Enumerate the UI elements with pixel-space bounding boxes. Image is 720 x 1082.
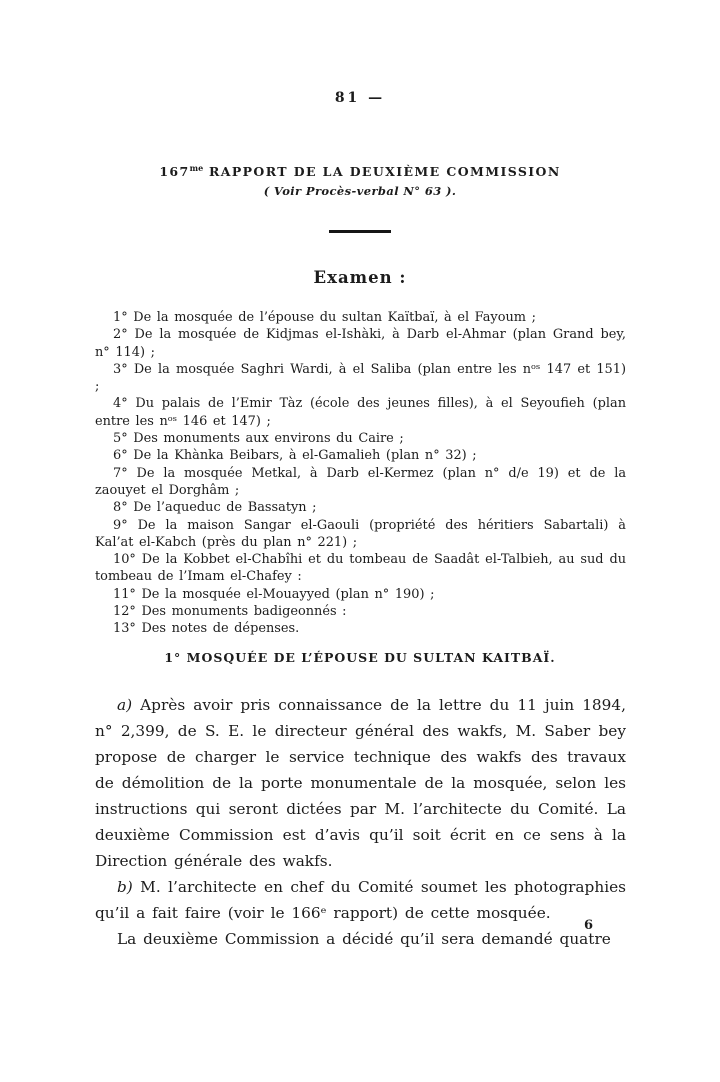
- paragraph-b: [95, 874, 626, 926]
- paragraph-c: La deuxième Commission a décidé qu’il sera demandé quatre: [117, 930, 611, 948]
- examen-item-11: 11° De la mosquée el-Mouayyed (plan n° 190) ;: [113, 586, 435, 602]
- examen-item-10: 10° De la Kobbet el-Chabîhi et du tombeau de Saadât el-Talbieh, au sud du tombeau de l’Imam el-Chafey :: [95, 552, 626, 585]
- examen-item-1: 1° De la mosquée de l’épouse du sultan Kaïtbaï, à el Fayoum ;: [113, 310, 536, 325]
- examen-item-2: 2° De la mosquée de Kidjmas el-Ishàki, à Darb el-Ahmar (plan Grand bey, n° 114) ;: [95, 327, 626, 360]
- report-subtitle: ( Voir Procès-verbal N° 63 ).: [263, 184, 457, 199]
- examen-item-6: 6° De la Khànka Beibars, à el-Gamalieh (plan n° 32) ;: [113, 448, 477, 464]
- report-title-ordinal-suffix: me: [189, 163, 204, 173]
- examen-list: [95, 309, 626, 638]
- paragraph-a-text: Après avoir pris connaissance de la lettre du 11 juin 1894, n° 2,399, de S. E. le directeur général des wakfs, M. Saber bey propose de charger le service technique des wakfs des travaux de démolition de la porte monumentale de la mosquée, selon les instructions qui seront dictées par M. l’architecte du Comité. La deuxième Commission est d’avis qu’il soit écrit en ce sens à la Direction générale des wakfs.: [95, 696, 626, 870]
- body-text: [95, 692, 626, 952]
- examen-heading: Examen :: [313, 268, 407, 287]
- examen-item-9: 9° De la maison Sangar el-Gaouli (propriété des héritiers Sabartali) à Kal’at el-Kabch (près du plan n° 221) ;: [95, 517, 626, 550]
- examen-item-3: 3° De la mosquée Saghri Wardi, à el Saliba (plan entre les nᵒˢ 147 et 151) ;: [95, 361, 626, 395]
- report-header: [0, 163, 720, 198]
- paragraph-b-label: b): [117, 878, 133, 896]
- bottom-page-number: 6: [584, 918, 594, 933]
- examen-item-8: 8° De l’aqueduc de Bassatyn ;: [113, 500, 317, 516]
- examen-item-7: 7° De la mosquée Metkal, à Darb el-Kermez (plan n° d/e 19) et de la zaouyet el Dorghâm ;: [95, 465, 626, 498]
- paragraph-a: [95, 692, 626, 874]
- top-page-number: 81 —: [334, 90, 386, 106]
- report-title: [0, 163, 720, 179]
- section-heading: 1° MOSQUÉE DE L’ÉPOUSE DU SULTAN KAITBAÏ.: [164, 650, 556, 665]
- report-title-number: 167: [159, 164, 190, 180]
- examen-item-5: 5° Des monuments aux environs du Caire ;: [113, 431, 404, 447]
- examen-item-13: 13° Des notes de dépenses.: [113, 621, 300, 637]
- report-title-text: RAPPORT DE LA DEUXIÈME COMMISSION: [203, 164, 561, 180]
- examen-item-4: 4° Du palais de l’Emir Tàz (école des jeunes filles), à el Seyoufieh (plan entre les nᵒˢ 146 et 147) ;: [95, 396, 626, 429]
- examen-item-12: 12° Des monuments badigeonnés :: [113, 604, 347, 620]
- paragraph-b-text: M. l’architecte en chef du Comité soumet les photographies qu’il a fait faire (voir le 166ᵉ rapport) de cette mosquée.: [95, 878, 626, 922]
- paragraph-a-label: a): [117, 696, 133, 714]
- divider-rule: [329, 230, 391, 233]
